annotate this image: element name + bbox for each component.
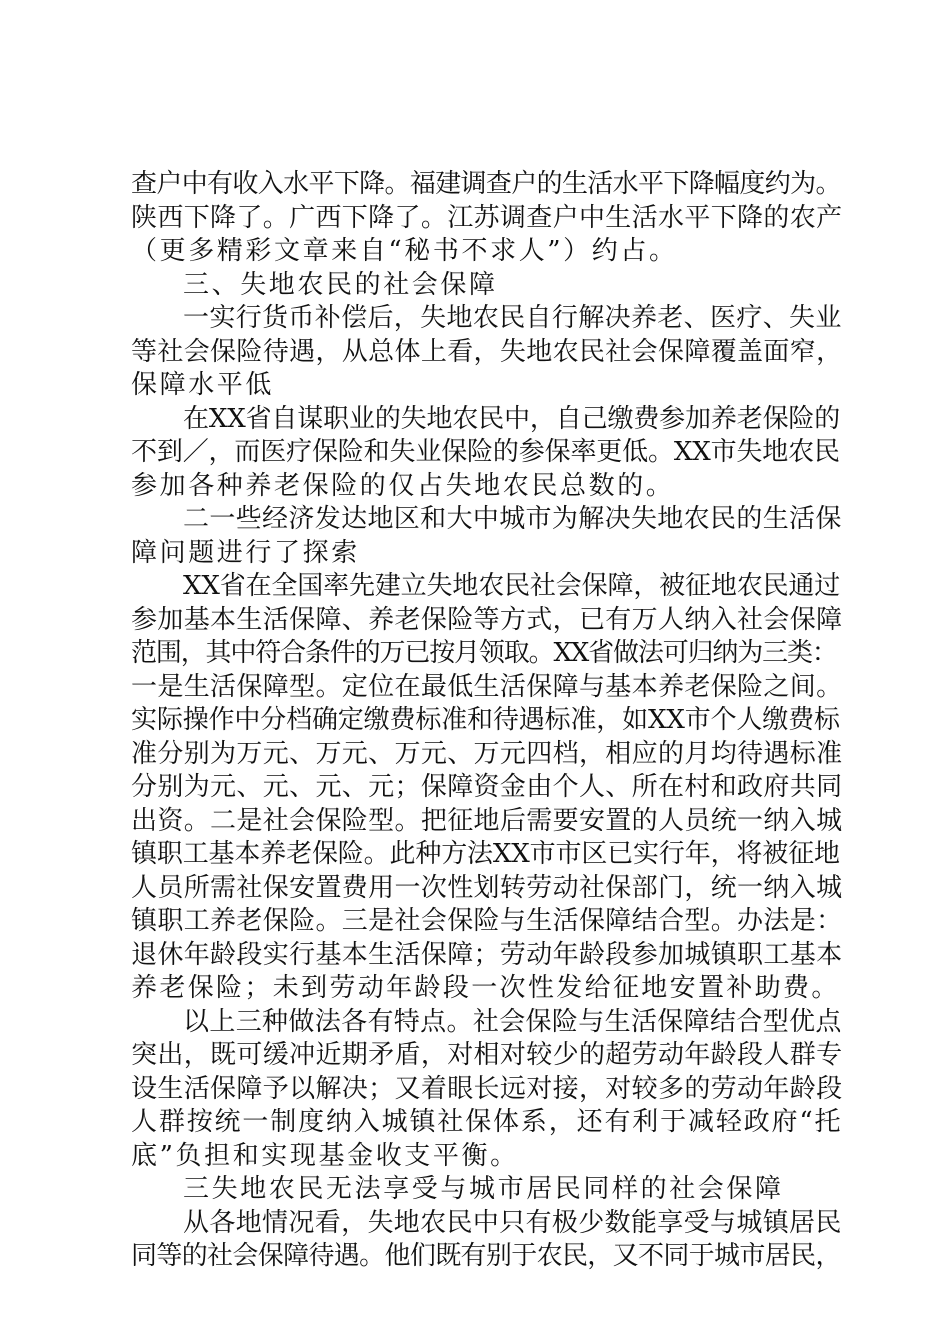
text-line: 人群按统一制度纳入城镇社保体系，还有利于减轻政府“托 [131,1107,843,1137]
text-line: 三、失地农民的社会保障 [183,269,498,300]
text-line: 同等的社会保障待遇。他们既有别于农民，又不同于城市居民， [131,1241,841,1271]
text-line: 参加基本生活保障、养老保险等方式，已有万人纳入社会保障 [131,604,843,635]
text-line: 退休年龄段实行基本生活保障；劳动年龄段参加城镇职工基本 [131,939,843,970]
text-line: 保障水平低 [131,370,275,400]
text-line: 突出，既可缓冲近期矛盾，对相对较少的超劳动年龄段人群专 [131,1040,843,1070]
text-line: 设生活保障予以解决；又着眼长远对接，对较多的劳动年龄段 [131,1073,843,1104]
text-line: 分别为元、元、元、元；保障资金由个人、所在村和政府共同 [131,772,843,802]
text-line: 实际操作中分档确定缴费标准和待遇标准，如XX市个人缴费标 [131,705,840,735]
text-line: 以上三种做法各有特点。社会保险与生活保障结合型优点 [183,1006,842,1037]
text-line: 障问题进行了探索 [131,537,360,568]
text-line: 等社会保险待遇，从总体上看，失地农民社会保障覆盖面窄， [131,336,843,367]
text-line: 参加各种养老保险的仅占失地农民总数的。 [131,470,675,501]
text-line: 镇职工养老保险。三是社会保险与生活保障结合型。办法是： [131,906,843,936]
text-line: 一实行货币补偿后，失地农民自行解决养老、医疗、失业 [183,303,842,333]
text-line: 底”负担和实现基金收支平衡。 [131,1140,519,1171]
text-line: 出资。二是社会保险型。把征地后需要安置的人员统一纳入城 [131,805,843,836]
text-line: 准分别为万元、万元、万元、万元四档，相应的月均待遇标准 [131,738,843,769]
text-line: 范围，其中符合条件的万已按月领取。XX省做法可归纳为三类： [131,638,837,668]
text-line: 三失地农民无法享受与城市居民同样的社会保障 [183,1174,784,1204]
text-line: 养老保险；未到劳动年龄段一次性发给征地安置补助费。 [131,973,840,1003]
text-line: （更多精彩文章来自“秘书不求人”）约占。 [131,236,678,266]
text-line: 不到／，而医疗保险和失业保险的参保率更低。XX市失地农民 [131,437,840,467]
text-line: 在XX省自谋职业的失地农民中，自己缴费参加养老保险的 [183,403,841,434]
text-line: 镇职工基本养老保险。此种方法XX市市区已实行年，将被征地 [131,839,840,869]
document-body [131,168,843,1274]
text-line: 一是生活保障型。定位在最低生活保障与基本养老保险之间。 [131,671,843,702]
text-line: XX省在全国率先建立失地农民社会保障，被征地农民通过 [183,571,841,601]
text-line: 二一些经济发达地区和大中城市为解决失地农民的生活保 [183,504,842,534]
text-line: 人员所需社保安置费用一次性划转劳动社保部门，统一纳入城 [131,872,843,903]
text-line: 查户中有收入水平下降。福建调查户的生活水平下降幅度约为。 [131,169,841,199]
text-line: 从各地情况看，失地农民中只有极少数能享受与城镇居民 [183,1207,842,1238]
text-line: 陕西下降了。广西下降了。江苏调查户中生活水平下降的农产 [131,202,843,233]
